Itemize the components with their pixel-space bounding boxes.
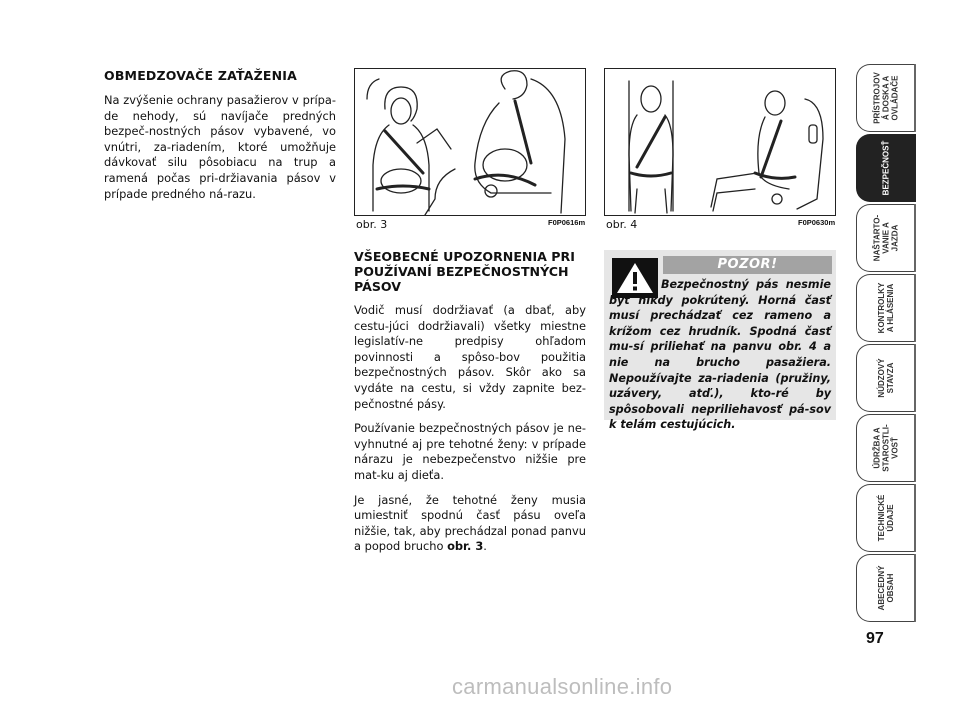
- tab-label: KONTROLKY A HLÁSENIA: [876, 282, 895, 334]
- paragraph-3-text: Je jasné, že tehotné ženy musia umiestniť spodnú časť pásu oveľa nižšie, tak, aby prechádzal ponad panvu a popod brucho: [354, 492, 586, 554]
- warning-badge: POZOR!: [663, 256, 832, 274]
- figure-3-illustration: [354, 68, 586, 216]
- tab-udrzba-starostlivost[interactable]: [856, 414, 916, 482]
- watermark: carmanualsonline.info: [452, 674, 673, 699]
- paragraph-2: Používanie bezpečnostných pásov je ne-vyhnutné aj pre tehotné ženy: v prípade nárazu je nebezpečenstvo nižšie pre mat-ku aj dieťa.: [354, 421, 586, 482]
- paragraph-3-end: .: [483, 539, 487, 554]
- tab-label: ÚDRŽBA A STAROSTLI- VOSŤ: [872, 424, 899, 472]
- tab-abecedny-obsah[interactable]: [856, 554, 916, 622]
- figure-4-illustration: [604, 68, 836, 216]
- tab-label: BEZPEČNOSŤ: [881, 140, 890, 196]
- figure-3-caption: obr. 3: [356, 218, 388, 231]
- tab-bezpecnost[interactable]: [856, 134, 916, 202]
- tab-nastartovanie-jazda[interactable]: [856, 204, 916, 272]
- tab-nudzovy-stav[interactable]: [856, 344, 916, 412]
- warning-text: [609, 277, 831, 433]
- section-heading: OBMEDZOVAČE ZAŤAŽENIA: [104, 68, 298, 83]
- figure-3-code: F0P0616m: [548, 218, 586, 227]
- tab-label: PRÍSTROJOV Á DOSKA A OVLÁDAČE: [872, 72, 899, 124]
- paragraph-3: [354, 493, 586, 555]
- figure-4-caption: obr. 4: [606, 218, 638, 231]
- tab-technicke-udaje[interactable]: [856, 484, 916, 552]
- paragraph-1: Vodič musí dodržiavať (a dbať, aby cestu-júci dodržiavali) všetky miestne legislatív-ne predpisy ohľadom povinnosti a spôso-bov použitia bezpečnostných pásov. Skôr ako sa vydáte na cestu, si vždy zapnite bez-pečnostné pásy.: [354, 303, 586, 411]
- tab-label: ABECEDNÝ OBSAH: [876, 565, 895, 611]
- seatbelt-correct-position-illustration: [605, 69, 835, 215]
- figure-4-code: F0P0630m: [798, 218, 836, 227]
- warning-text-body: Bezpečnostný pás nesmie byť nikdy pokrútený. Horná časť musí prechádzať cez rameno a krížom cez hrudník. Spodná časť mu-sí priliehať na panvu obr. 4 a nie na brucho pasažiera. Nepoužívajte za-riadenia (pružiny, uzávery, atď.), kto-ré by spôsobovali nepriliehavosť pá-sov k telám cestujúcich.: [609, 278, 831, 432]
- tab-kontrolky-hlasenia[interactable]: [856, 274, 916, 342]
- tab-label: TECHNICKÉ ÚDAJE: [876, 494, 895, 542]
- tab-label: NAŠTARTO- VANIE A JAZDA: [872, 214, 899, 262]
- section-paragraph: Na zvýšenie ochrany pasažierov v prípa-de nehody, sú navíjače predných bezpeč-nostných pásov vybavené, vo vnútri, za-riadením, ktoré umožňuje dávkovať silu pôsobiacu na trup a ramená počas pri-držiavania pásov v prípade predného ná-razu.: [104, 93, 336, 201]
- seatbelt-pregnant-illustration: [355, 69, 585, 215]
- tab-pristrojova-doska[interactable]: [856, 64, 916, 132]
- section-heading: VŠEOBECNÉ UPOZORNENIA PRI POUŽÍVANÍ BEZPEČNOSTNÝCH PÁSOV: [354, 249, 575, 294]
- section-general-warnings: [354, 249, 586, 564]
- section-load-limiters: [104, 68, 336, 202]
- figure-reference: obr. 3: [447, 539, 484, 554]
- page-number: 97: [866, 630, 884, 647]
- tab-label: NÚDZOVÝ STAVZA: [876, 358, 895, 398]
